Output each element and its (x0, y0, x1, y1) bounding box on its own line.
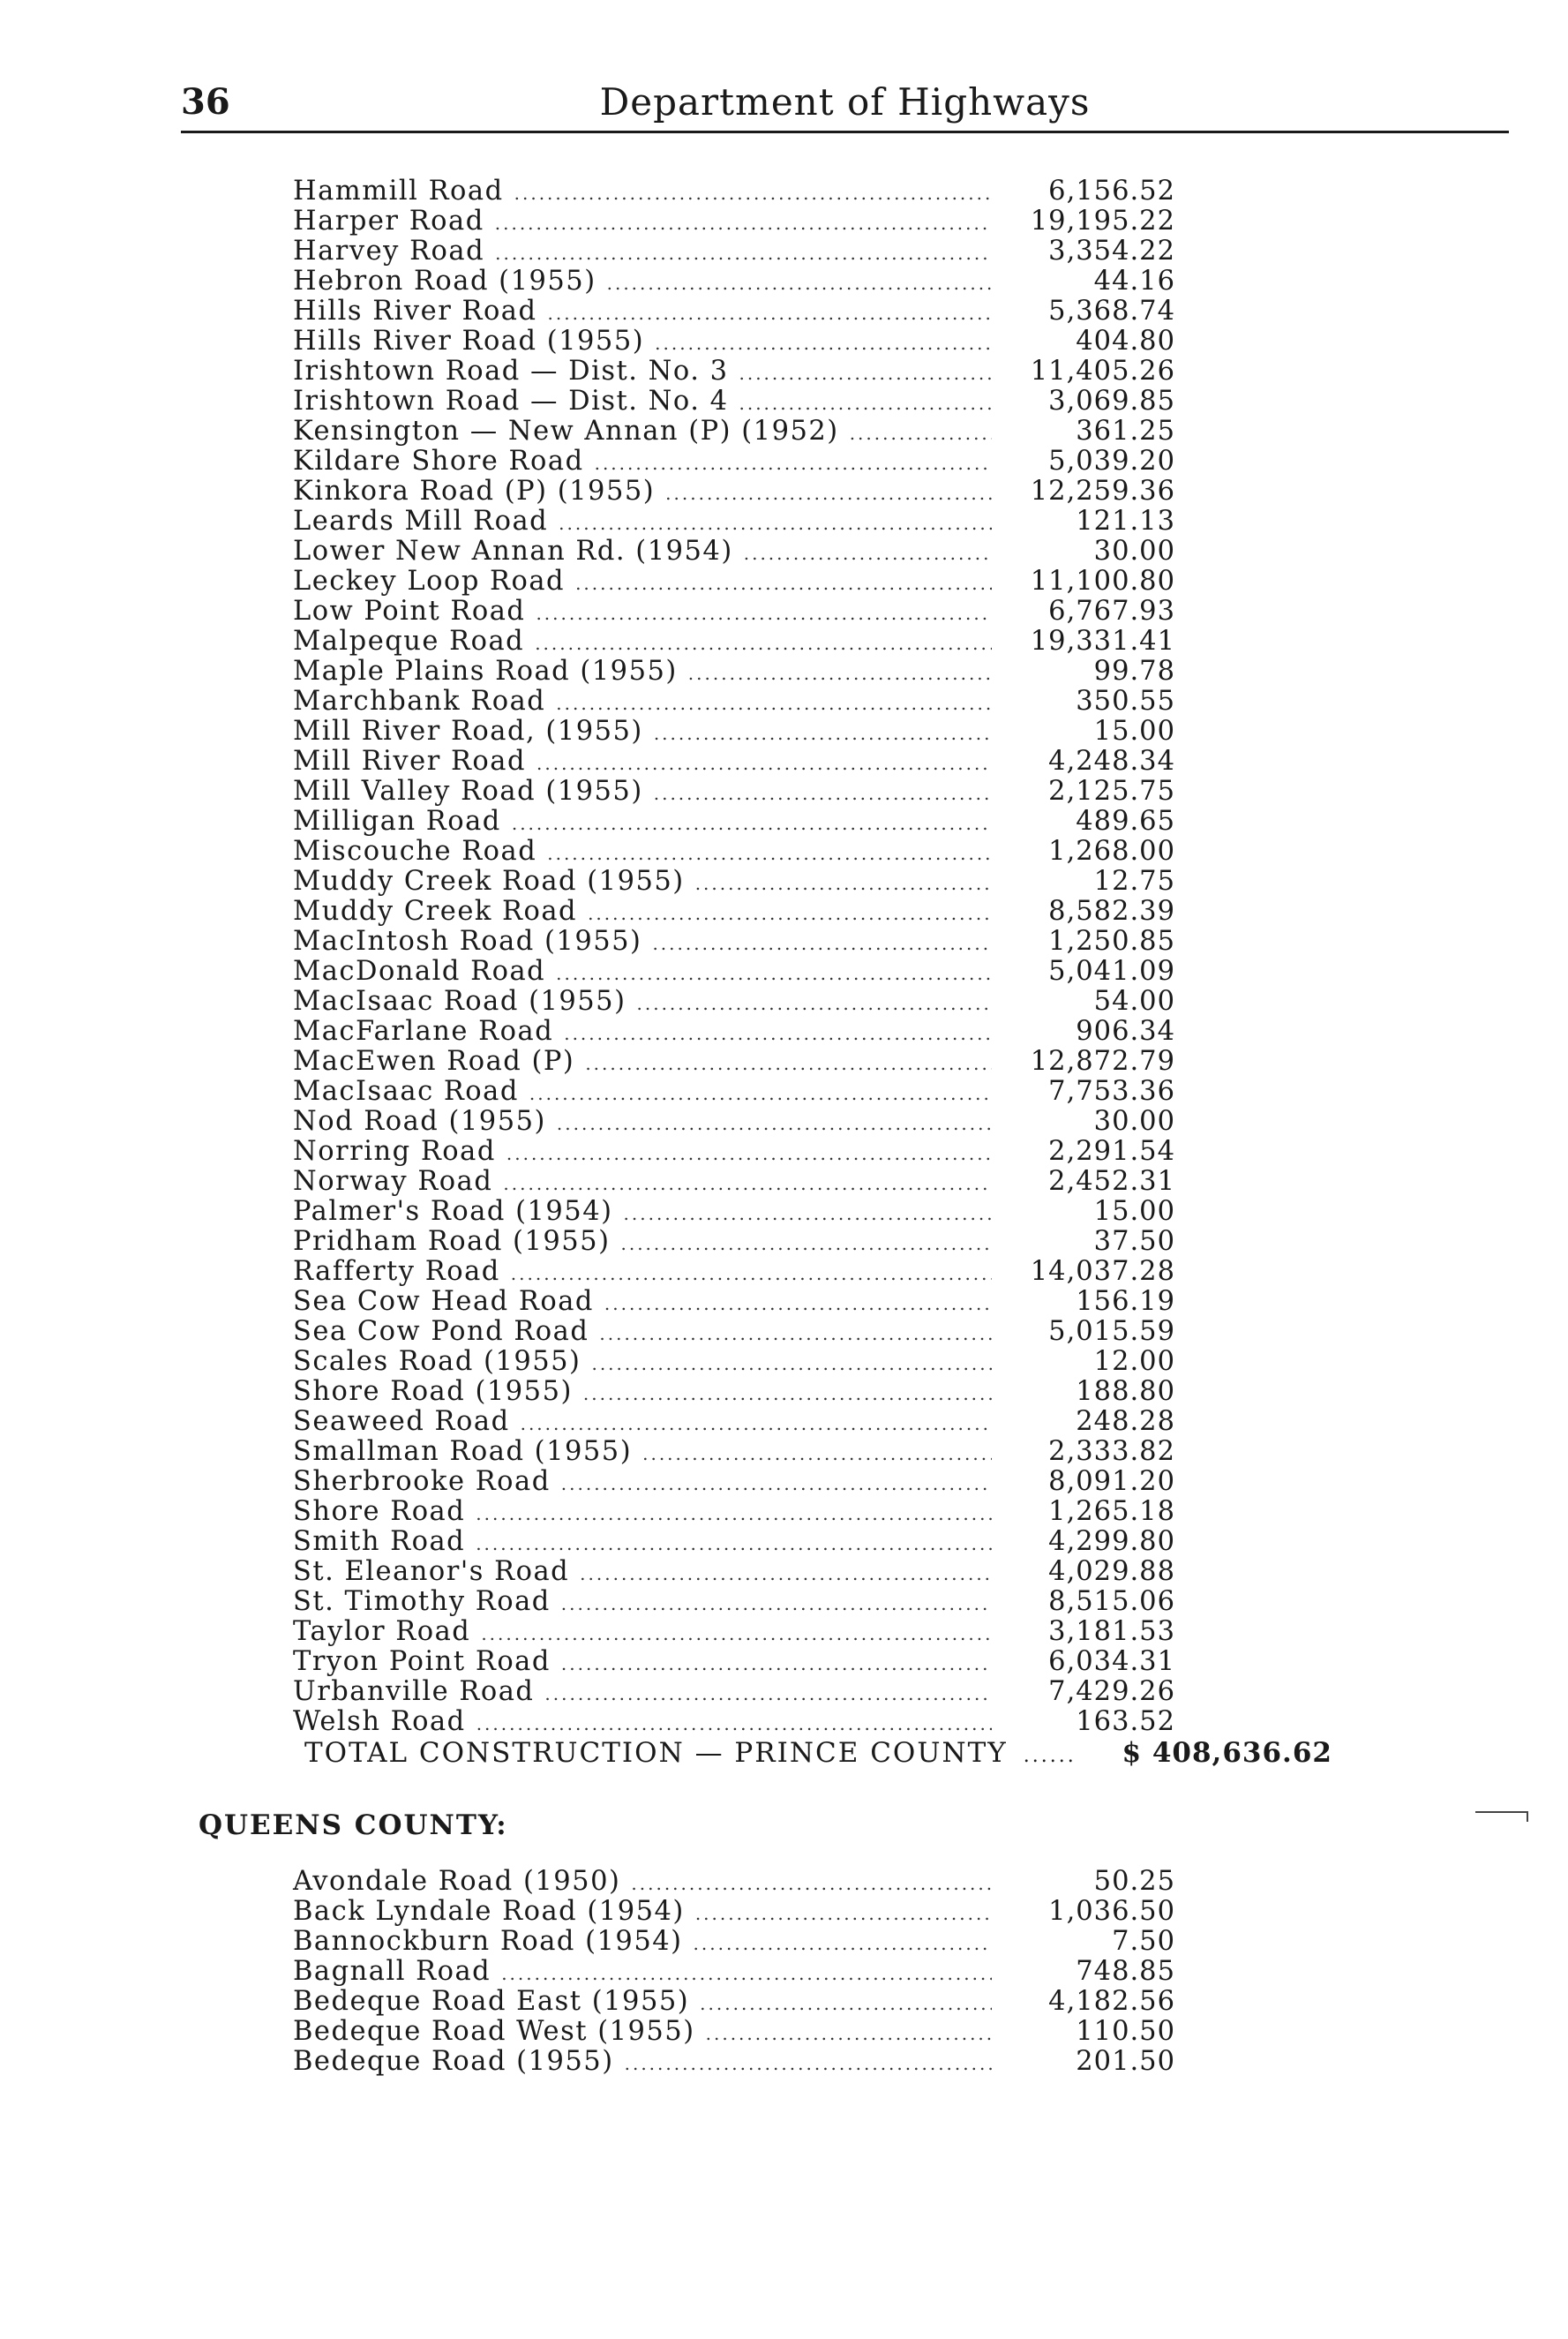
road-amount: 5,041.09 (1048, 956, 1175, 987)
road-name: Shore Road (1955) (293, 1376, 573, 1407)
table-row (293, 1897, 1175, 1927)
road-name: Bannockburn Road (1954) (293, 1926, 683, 1957)
table-row (293, 267, 1175, 297)
leader-dots (481, 1619, 992, 1649)
road-name: Hammill Road (293, 176, 504, 207)
table-row (293, 1557, 1175, 1587)
road-amount: 5,368.74 (1048, 296, 1175, 327)
road-name: MacEwen Road (P) (293, 1046, 575, 1077)
table-row (293, 747, 1175, 777)
road-amount: 4,029.88 (1048, 1556, 1175, 1587)
leader-dots (655, 328, 992, 358)
road-name: MacFarlane Road (293, 1016, 554, 1047)
road-name: Bedeque Road East (1955) (293, 1986, 690, 2017)
table-row (293, 987, 1175, 1017)
leader-dots (564, 1019, 992, 1049)
leader-dots (585, 1049, 992, 1079)
leader-dots (625, 2049, 992, 2079)
table-row (293, 1227, 1175, 1257)
road-name: Urbanville Road (293, 1676, 535, 1707)
road-amount: 12.75 (1093, 866, 1175, 897)
road-amount: 6,156.52 (1048, 176, 1175, 207)
table-row (293, 1647, 1175, 1677)
road-amount: 4,182.56 (1048, 1986, 1175, 2017)
road-name: Miscouche Road (293, 836, 537, 867)
leader-dots (850, 418, 992, 448)
road-amount: 8,582.39 (1048, 896, 1175, 927)
table-row (293, 627, 1175, 657)
road-name: Low Point Road (293, 596, 526, 627)
road-name: Lower New Annan Rd. (1954) (293, 536, 733, 567)
road-name: Mill River Road, (1955) (293, 716, 643, 747)
road-amount: 3,181.53 (1048, 1616, 1175, 1647)
road-amount: 50.25 (1093, 1866, 1175, 1897)
road-amount: 3,354.22 (1048, 236, 1175, 267)
road-amount: 2,452.31 (1048, 1166, 1175, 1197)
road-name: Irishtown Road — Dist. No. 4 (293, 386, 729, 417)
leader-dots (503, 1169, 992, 1199)
leader-dots (607, 268, 992, 298)
leader-dots (652, 929, 992, 959)
road-name: Hills River Road (293, 296, 537, 327)
road-name: Milligan Road (293, 806, 501, 837)
road-name: Muddy Creek Road (293, 896, 578, 927)
road-amount: 12,872.79 (1030, 1046, 1175, 1077)
leader-dots (495, 238, 992, 268)
road-name: Bedeque Road West (1955) (293, 2016, 695, 2047)
leader-dots (604, 1289, 992, 1319)
road-name: Rafferty Road (293, 1256, 500, 1287)
margin-pencil-mark (1475, 1811, 1527, 1813)
leader-dots (536, 748, 992, 778)
leader-dots (547, 839, 992, 869)
road-name: Palmer's Road (1954) (293, 1196, 613, 1227)
road-amount: 15.00 (1093, 716, 1175, 747)
leader-dots (536, 598, 992, 628)
table-row (293, 687, 1175, 717)
table-row (293, 1587, 1175, 1617)
table-row (293, 477, 1175, 507)
leader-dots (529, 1079, 992, 1109)
table-row (293, 837, 1175, 867)
table-row (293, 1927, 1175, 1957)
leader-dots (595, 448, 992, 478)
road-amount: 30.00 (1093, 536, 1175, 567)
leader-dots (512, 808, 992, 839)
table-row (293, 1617, 1175, 1647)
leader-dots (694, 1929, 992, 1959)
road-amount: 489.65 (1076, 806, 1175, 837)
table-row (293, 1047, 1175, 1077)
table-row (293, 1527, 1175, 1557)
table-row (293, 1137, 1175, 1167)
table-row (293, 1077, 1175, 1107)
table-row (293, 1167, 1175, 1197)
leader-dots (631, 1869, 992, 1899)
road-amount: 1,265.18 (1048, 1496, 1175, 1527)
road-name: MacIsaac Road (1955) (293, 986, 626, 1017)
leader-dots (556, 959, 992, 989)
leader-dots (521, 1409, 992, 1439)
table-row (293, 447, 1175, 477)
road-name: Norway Road (293, 1166, 493, 1197)
leader-dots (739, 388, 992, 418)
leader-dots (599, 1319, 992, 1349)
leader-dots (535, 628, 992, 658)
road-amount: 350.55 (1076, 686, 1175, 717)
road-name: Sherbrooke Road (293, 1466, 551, 1497)
leader-dots (637, 989, 993, 1019)
leader-dots (739, 358, 992, 388)
table-row (293, 567, 1175, 597)
table-row (293, 1867, 1175, 1897)
road-amount: 19,331.41 (1030, 626, 1175, 657)
road-name: Hills River Road (1955) (293, 326, 645, 357)
road-name: Norring Road (293, 1136, 496, 1167)
table-row (293, 1407, 1175, 1437)
leader-dots (557, 1109, 992, 1139)
road-name: Pridham Road (1955) (293, 1226, 611, 1257)
road-amount: 6,767.93 (1048, 596, 1175, 627)
road-name: MacIntosh Road (1955) (293, 926, 642, 957)
leader-dots (588, 899, 992, 929)
table-row (293, 417, 1175, 447)
road-name: Kildare Shore Road (293, 446, 584, 477)
road-name: Taylor Road (293, 1616, 471, 1647)
leader-dots (561, 1469, 992, 1499)
table-row (293, 387, 1175, 417)
table-row (293, 1197, 1175, 1227)
road-name: Mill River Road (293, 746, 526, 777)
page-number: 36 (181, 81, 230, 123)
leader-dots (506, 1139, 992, 1169)
total-amount: $ 408,636.62 (1122, 1737, 1332, 1769)
road-amount: 37.50 (1093, 1226, 1175, 1257)
leader-dots (561, 1589, 992, 1619)
road-name: Mill Valley Road (1955) (293, 776, 643, 807)
road-amount: 5,015.59 (1048, 1316, 1175, 1347)
road-amount: 2,291.54 (1048, 1136, 1175, 1167)
leader-dots (514, 178, 992, 208)
total-label: TOTAL CONSTRUCTION — PRINCE COUNTY (304, 1737, 1008, 1769)
table-row (293, 867, 1175, 897)
road-amount: 11,100.80 (1030, 566, 1175, 597)
road-name: Kensington — New Annan (P) (1952) (293, 416, 839, 447)
road-name: Leards Mill Road (293, 506, 549, 537)
road-amount: 8,515.06 (1048, 1586, 1175, 1617)
table-row (293, 957, 1175, 987)
road-amount: 7.50 (1112, 1926, 1175, 1957)
road-amount: 8,091.20 (1048, 1466, 1175, 1497)
table-row (293, 1987, 1175, 2017)
road-amount: 404.80 (1076, 326, 1175, 357)
road-amount: 44.16 (1093, 266, 1175, 297)
road-amount: 110.50 (1076, 2016, 1175, 2047)
road-name: Irishtown Road — Dist. No. 3 (293, 356, 729, 387)
road-amount: 1,268.00 (1048, 836, 1175, 867)
table-row (293, 2047, 1175, 2077)
road-name: Bagnall Road (293, 1956, 491, 1987)
table-row (293, 327, 1175, 357)
road-amount: 14,037.28 (1030, 1256, 1175, 1287)
road-amount: 5,039.20 (1048, 446, 1175, 477)
road-amount: 906.34 (1076, 1016, 1175, 1047)
page-header (181, 78, 1509, 133)
road-amount: 2,333.82 (1048, 1436, 1175, 1467)
road-name: Bedeque Road (1955) (293, 2046, 614, 2077)
road-name: Malpeque Road (293, 626, 525, 657)
leader-dots (548, 298, 992, 328)
leader-dots (476, 1499, 992, 1529)
road-name: St. Timothy Road (293, 1586, 551, 1617)
leader-dots (688, 658, 992, 688)
road-amount: 19,195.22 (1030, 206, 1175, 237)
leader-dots (665, 478, 992, 508)
road-name: Welsh Road (293, 1706, 466, 1737)
table-row (293, 1377, 1175, 1407)
road-amount: 4,299.80 (1048, 1526, 1175, 1557)
road-name: Leckey Loop Road (293, 566, 566, 597)
table-row (293, 537, 1175, 567)
page-title: Department of Highways (599, 80, 1091, 124)
road-name: MacDonald Road (293, 956, 546, 987)
road-name: Nod Road (1955) (293, 1106, 546, 1137)
table-row (293, 177, 1175, 207)
leader-dots (700, 1989, 992, 2019)
road-name: Harvey Road (293, 236, 485, 267)
road-amount: 163.52 (1076, 1706, 1175, 1737)
road-amount: 12,259.36 (1030, 476, 1175, 507)
leader-dots (654, 778, 992, 808)
table-row (293, 927, 1175, 957)
road-amount: 6,034.31 (1048, 1646, 1175, 1677)
road-amount: 201.50 (1076, 2046, 1175, 2077)
leader-dots (476, 1529, 992, 1559)
leader-dots (501, 1959, 992, 1989)
table-row (293, 1497, 1175, 1527)
road-amount: 1,036.50 (1048, 1896, 1175, 1927)
road-amount: 361.25 (1076, 416, 1175, 447)
leader-dots (561, 1649, 992, 1679)
prince-county-road-list (293, 177, 1175, 1737)
prince-county-total (304, 1737, 1332, 1769)
road-name: Avondale Road (1950) (293, 1866, 621, 1897)
queens-county-road-list (293, 1867, 1175, 2077)
road-amount: 54.00 (1093, 986, 1175, 1017)
table-row (293, 1107, 1175, 1137)
road-name: MacIsaac Road (293, 1076, 519, 1107)
road-name: Smith Road (293, 1526, 466, 1557)
table-row (293, 597, 1175, 627)
road-name: Tryon Point Road (293, 1646, 551, 1677)
table-row (293, 2017, 1175, 2047)
leader-dots (624, 1199, 992, 1229)
table-row (293, 507, 1175, 537)
leader-dots (511, 1259, 992, 1289)
leader-dots (580, 1559, 992, 1589)
table-row (293, 1437, 1175, 1467)
road-amount: 11,405.26 (1030, 356, 1175, 387)
table-row (293, 1287, 1175, 1317)
road-amount: 121.13 (1076, 506, 1175, 537)
road-name: St. Eleanor's Road (293, 1556, 570, 1587)
road-amount: 12.00 (1093, 1346, 1175, 1377)
leader-dots (654, 718, 992, 748)
road-name: Marchbank Road (293, 686, 546, 717)
leader-dots (559, 508, 992, 538)
road-name: Maple Plains Road (1955) (293, 656, 678, 687)
leader-dots (620, 1229, 992, 1259)
leader-dots (556, 688, 992, 718)
road-amount: 7,753.36 (1048, 1076, 1175, 1107)
table-row (293, 1677, 1175, 1707)
road-name: Sea Cow Head Road (293, 1286, 594, 1317)
road-amount: 7,429.26 (1048, 1676, 1175, 1707)
leader-dots (695, 1899, 992, 1929)
total-leader-dots: ...... (1023, 1745, 1077, 1767)
leader-dots (706, 2019, 992, 2049)
road-amount: 248.28 (1076, 1406, 1175, 1437)
leader-dots (695, 869, 992, 899)
road-amount: 30.00 (1093, 1106, 1175, 1137)
road-amount: 748.85 (1076, 1956, 1175, 1987)
table-row (293, 1017, 1175, 1047)
road-name: Smallman Road (1955) (293, 1436, 633, 1467)
table-row (293, 237, 1175, 267)
table-row (293, 357, 1175, 387)
queens-county-heading: QUEENS COUNTY: (199, 1809, 508, 1841)
table-row (293, 1347, 1175, 1377)
table-row (293, 1317, 1175, 1347)
road-name: Back Lyndale Road (1954) (293, 1896, 685, 1927)
table-row (293, 657, 1175, 687)
road-name: Scales Road (1955) (293, 1346, 581, 1377)
table-row (293, 897, 1175, 927)
leader-dots (575, 568, 992, 598)
road-amount: 3,069.85 (1048, 386, 1175, 417)
road-name: Sea Cow Pond Road (293, 1316, 589, 1347)
table-row (293, 1257, 1175, 1287)
road-amount: 1,250.85 (1048, 926, 1175, 957)
table-row (293, 297, 1175, 327)
leader-dots (583, 1379, 992, 1409)
leader-dots (642, 1439, 992, 1469)
leader-dots (495, 208, 992, 238)
road-name: Shore Road (293, 1496, 466, 1527)
road-name: Hebron Road (1955) (293, 266, 596, 297)
road-name: Harper Road (293, 206, 484, 237)
table-row (293, 807, 1175, 837)
table-row (293, 207, 1175, 237)
leader-dots (744, 538, 992, 568)
table-row (293, 717, 1175, 747)
road-amount: 2,125.75 (1048, 776, 1175, 807)
road-name: Kinkora Road (P) (1955) (293, 476, 656, 507)
table-row (293, 1707, 1175, 1737)
table-row (293, 777, 1175, 807)
road-name: Muddy Creek Road (1955) (293, 866, 685, 897)
road-amount: 4,248.34 (1048, 746, 1175, 777)
leader-dots (591, 1349, 992, 1379)
road-name: Seaweed Road (293, 1406, 510, 1437)
road-amount: 156.19 (1076, 1286, 1175, 1317)
road-amount: 188.80 (1076, 1376, 1175, 1407)
road-amount: 99.78 (1093, 656, 1175, 687)
table-row (293, 1467, 1175, 1497)
leader-dots (476, 1709, 992, 1739)
road-amount: 15.00 (1093, 1196, 1175, 1227)
table-row (293, 1957, 1175, 1987)
leader-dots (544, 1679, 992, 1709)
